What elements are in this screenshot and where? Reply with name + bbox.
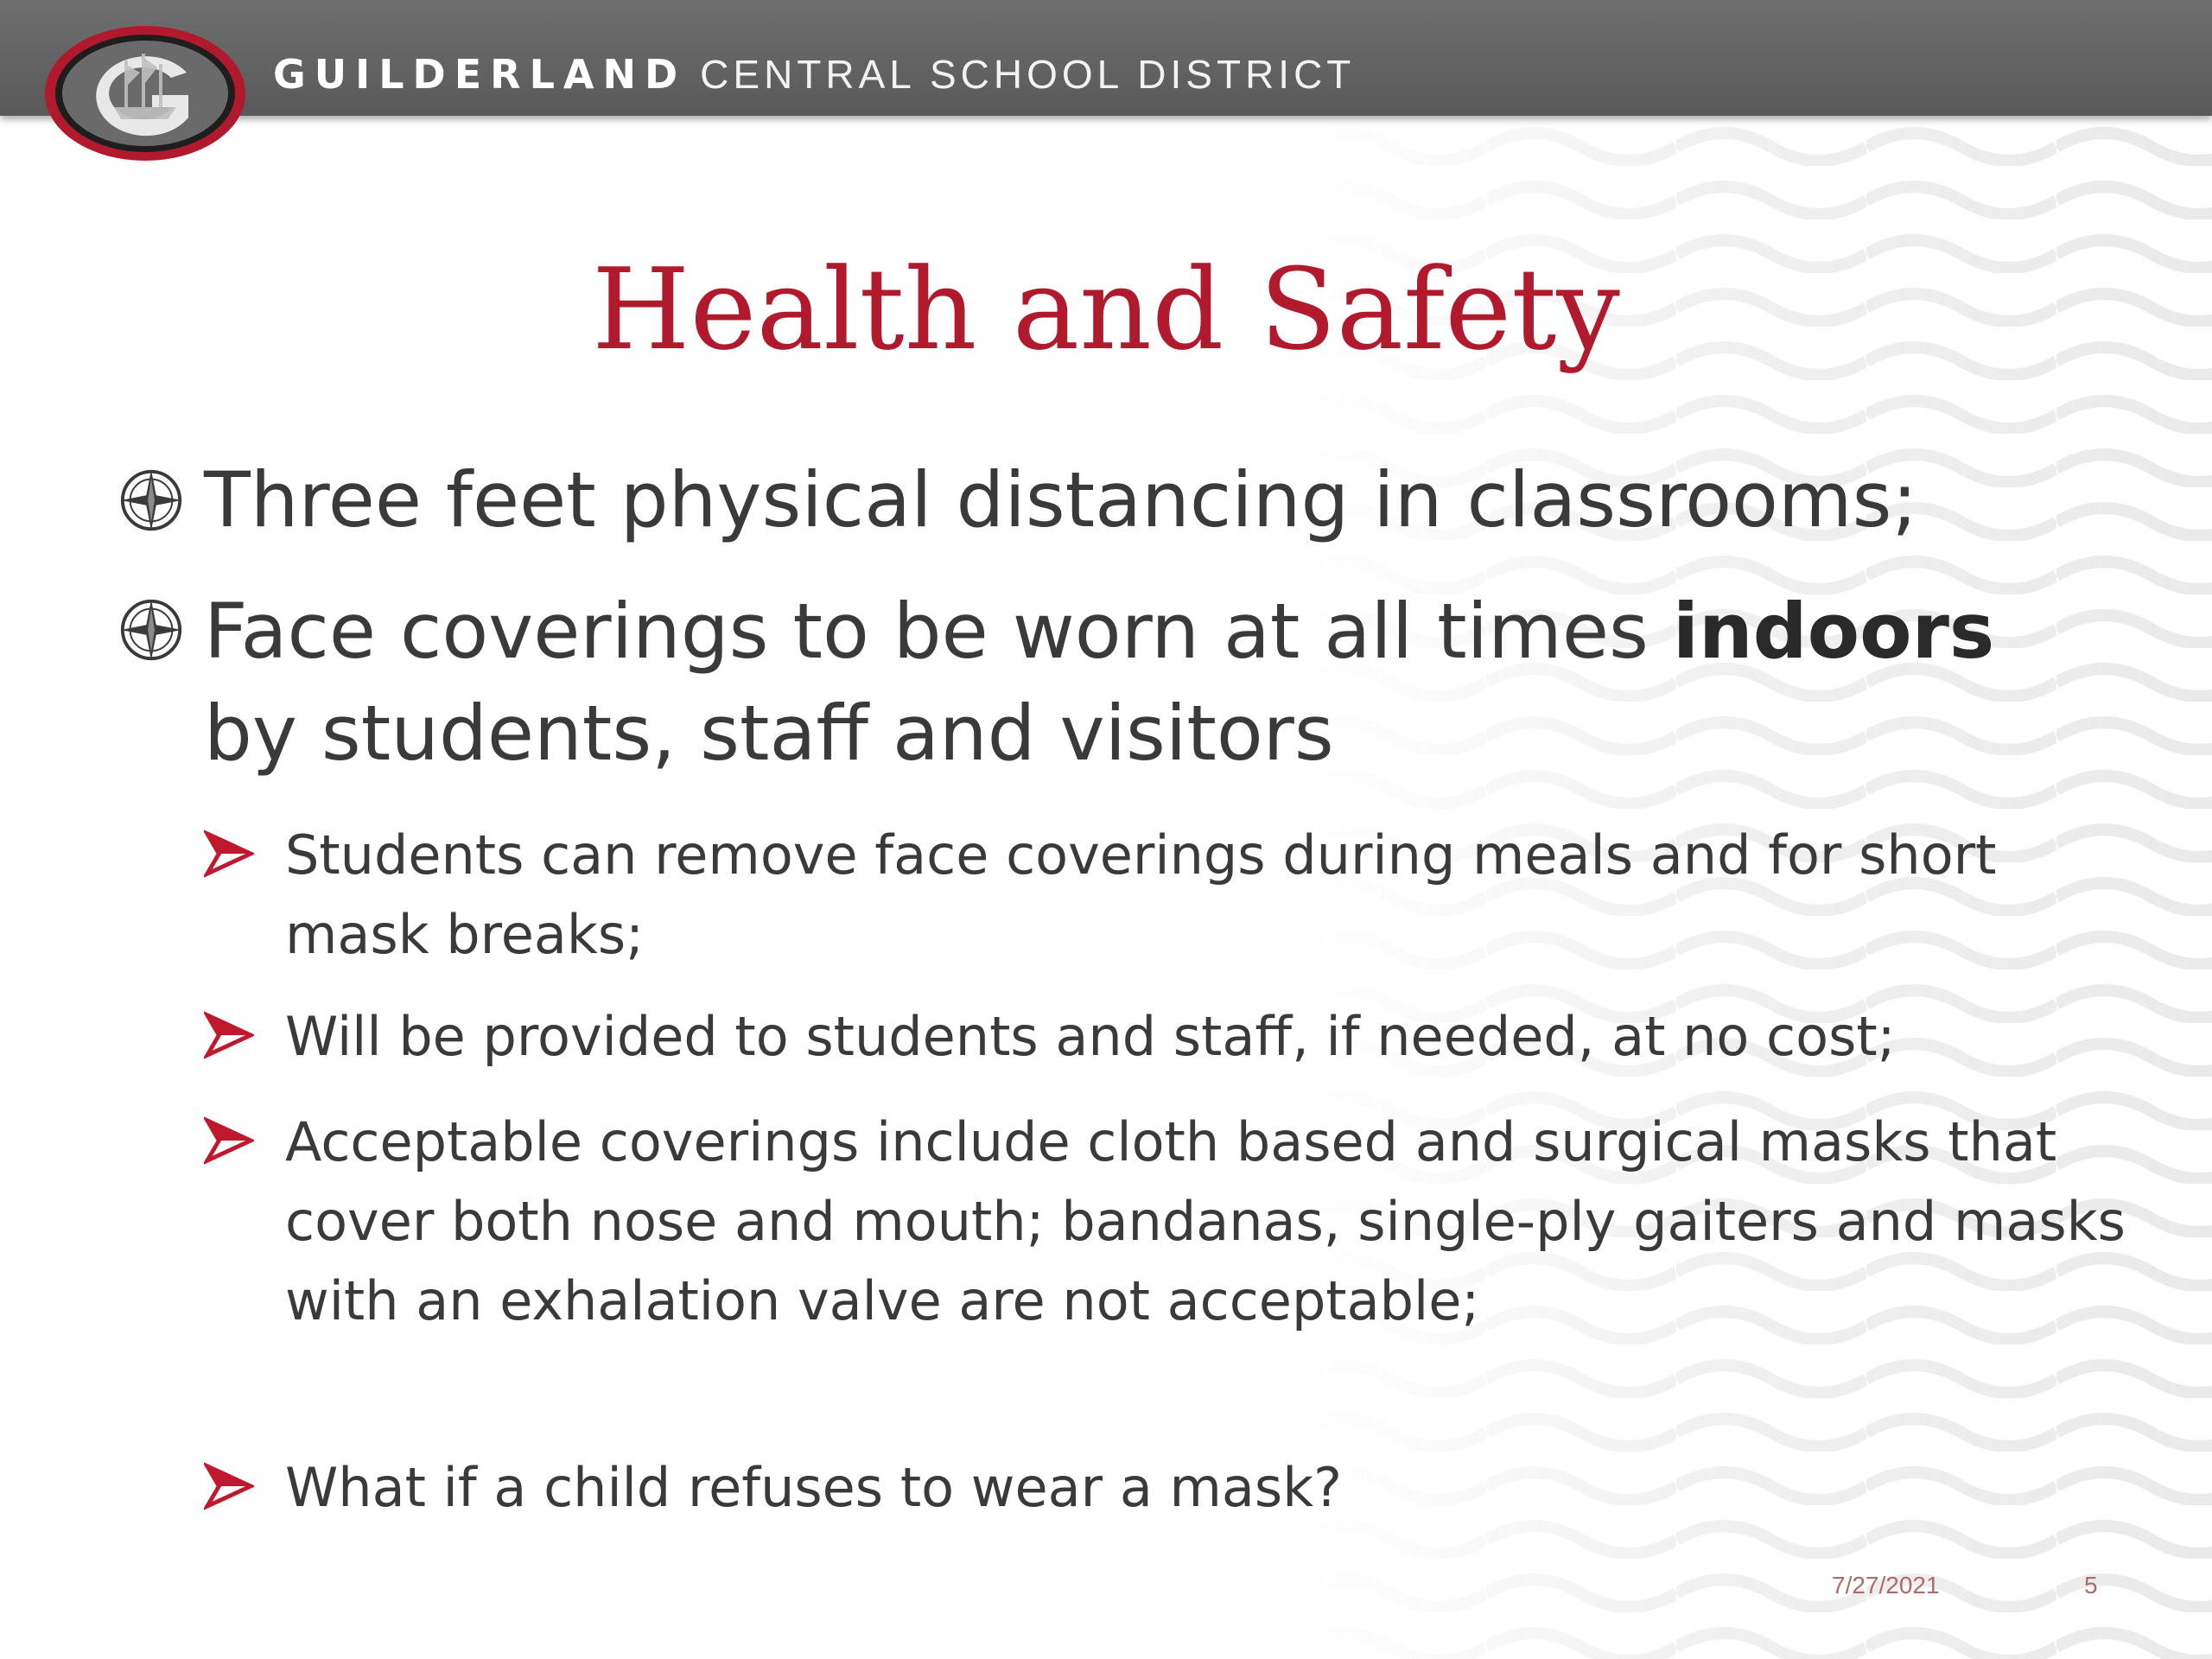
footer-date: 7/27/2021 (1832, 1572, 1940, 1599)
arrowhead-icon (204, 828, 254, 880)
arrowhead-icon (204, 1115, 254, 1166)
bullet-face-coverings (204, 581, 2122, 785)
bullet-physical-distancing: Three feet physical distancing in classrooms; (204, 455, 1918, 544)
compass-rose-icon (118, 596, 185, 664)
bullet-face-coverings-continued: by students, staff and visitors (204, 689, 1334, 778)
district-name-light: CENTRAL SCHOOL DISTRICT (700, 52, 1356, 97)
slide-title: Health and Safety (592, 244, 1620, 375)
arrowhead-icon (204, 1009, 254, 1061)
arrowhead-icon (204, 1460, 254, 1512)
district-logo (41, 22, 249, 164)
district-name-strong: GUILDERLAND (273, 51, 687, 98)
subbullet-acceptable-coverings: Acceptable coverings include cloth based and surgical masks that cover both nose and mouth; bandanas, single-ply gaiters and masks with an exhalation valve are not acceptable; (285, 1110, 2126, 1332)
subbullet-child-refuses: What if a child refuses to wear a mask? (285, 1456, 1343, 1519)
bullet-face-coverings-text: Face coverings to be worn at all times (204, 587, 1673, 676)
bullet-face-coverings-bold: indoors (1672, 587, 1995, 676)
compass-rose-icon (118, 467, 185, 534)
footer-page-number: 5 (2084, 1572, 2098, 1599)
district-name (273, 50, 1355, 99)
subbullet-provided-no-cost: Will be provided to students and staff, if needed, at no cost; (285, 1005, 1896, 1068)
subbullet-mask-breaks: Students can remove face coverings during meals and for short mask breaks; (285, 823, 1997, 966)
